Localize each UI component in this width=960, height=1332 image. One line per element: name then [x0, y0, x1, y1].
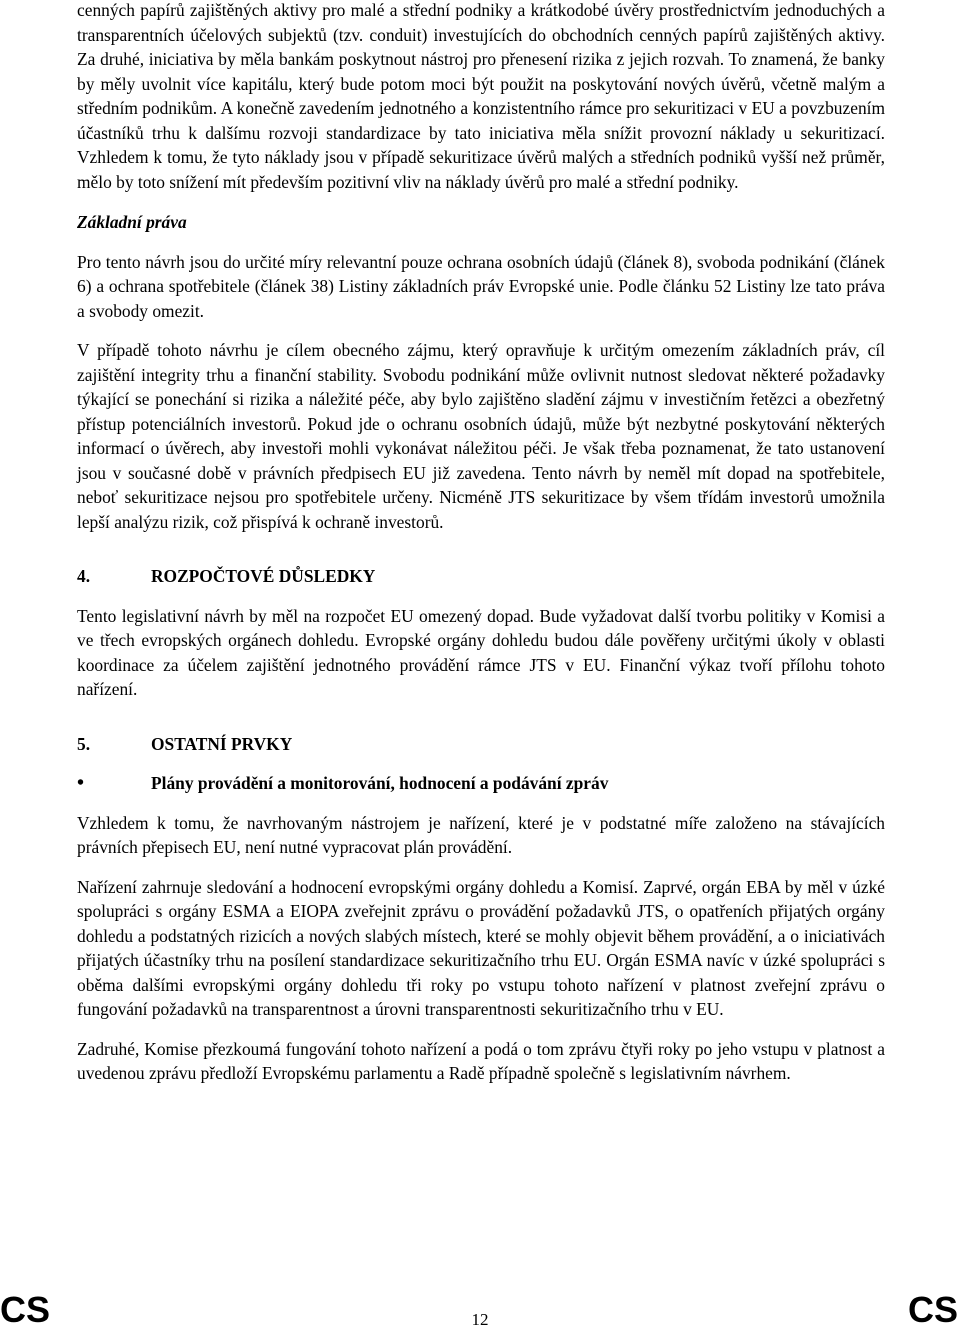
subheading-implementation-plans: [77, 771, 885, 796]
section-title: ROZPOČTOVÉ DŮSLEDKY: [151, 566, 376, 586]
bullet-icon: •: [77, 772, 85, 794]
paragraph-monitoring: Nařízení zahrnuje sledování a hodnocení evropskými orgány dohledu a Komisí. Zaprvé, orgán EBA by měl v úzké spolupráci s orgány ESMA a EIOPA zveřejnit zprávu o provádění požadavků JTS, o opatřeních přijatých orgány dohledu a podstatných rizicích a nových slabých místech, které se mohly objevit během provádění, a o iniciativách přijatých účastníky trhu na posílení standardizace sekuritizačního trhu EU. Orgán ESMA navíc v úzké spolupráci s oběma dalšími evropskými orgány dohledu tři roky po vstupu tohoto nařízení v platnost zveřejní zprávu o fungování požadavků na transparentnost a úrovni transparentnosti sekuritizačního trhu v EU.: [77, 876, 885, 1019]
section-number: 4.: [77, 566, 91, 586]
section-title: OSTATNÍ PRVKY: [151, 733, 293, 754]
section-heading-other: [77, 732, 885, 757]
subheading-text: Plány provádění a monitorování, hodnocení a podávání zpráv: [151, 773, 609, 793]
page-content: [77, 0, 885, 1101]
paragraph-budget-impact: Tento legislativní návrh by měl na rozpočet EU omezený dopad. Bude vyžadovat další tvorbu politiky v Komisi a ve třech evropských orgánech dohledu. Evropské orgány dohledu budou dále pověřeny určitými úkoly v oblasti koordinace za účelem zajištění jednotného provádění rámce JTS v EU. Finanční výkaz tvoří přílohu tohoto nařízení.: [77, 605, 885, 699]
page-number: 12: [471, 1310, 489, 1329]
footer-language-code-right: CS: [907, 1289, 958, 1330]
section-heading-budget: [77, 564, 885, 589]
paragraph-sme-benefits: cenných papírů zajištěných aktivy pro malé a střední podniky a krátkodobé úvěry prostřednictvím jednoduchých a transparentních účelových subjektů (tzv. conduit) investujících do obchodních cenných papírů zajištěných aktivy. Za druhé, iniciativa by měla bankám poskytnout nástroj pro přenesení rizika z jejich rozvah. To znamená, že banky by měly uvolnit více kapitálu, který bude potom moci být použit na poskytování nových úvěrů, včetně malým a středním podnikům. A konečně zavedením jednotného a konzistentního rámce pro sekuritizaci v EU a povzbuzením účastníků trhu k dalšímu rozvoji standardizace by tato iniciativa měla snížit provozní náklady u sekuritizací. Vzhledem k tomu, že tyto náklady jsou v případě sekuritizace úvěrů malých a středních podniků vyšší než průměr, mělo by toto snížení mít především pozitivní vliv na náklady úvěrů pro malé a střední podniky.: [77, 0, 885, 192]
paragraph-rights-relevance: Pro tento návrh jsou do určité míry relevantní pouze ochrana osobních údajů (článek 8), svoboda podnikání (článek 6) a ochrana spotřebitele (článek 38) Listiny základních práv Evropské unie. Podle článku 52 Listiny lze tato práva a svobody omezit.: [77, 251, 885, 321]
heading-fundamental-rights: Základní práva: [77, 212, 187, 232]
section-number: 5.: [77, 733, 91, 754]
paragraph-rights-limitations: V případě tohoto návrhu je cílem obecného zájmu, který opravňuje k určitým omezením základních práv, cíl zajištění integrity trhu a finanční stability. Svobodu podnikání může ovlivnit nutnost sledovat některé požadavky týkající se ponechání si rizika a náležité péče, aby bylo zajištěno sladění zájmu v investičním řetězci a obezřetný přístup potenciálních investorů. Pokud jde o ochranu osobních údajů, může být nezbytné poskytování některých informací o úvěrech, aby investoři mohli vykonávat náležitou péči. Je však třeba poznamenat, že tato ustanovení jsou v současné době v právních předpisech EU již zavedena. Tento návrh by neměl mít dopad na spotřebitele, neboť sekuritizace nejsou pro spotřebitele určeny. Nicméně JTS sekuritizace by všem třídám investorů umožnila lepší analýzu rizik, což přispívá k ochraně investorů.: [77, 340, 885, 532]
paragraph-review: Zadruhé, Komise přezkoumá fungování tohoto nařízení a podá o tom zprávu čtyři roky po jeho vstupu v platnost a uvedenou zprávu předloží Evropskému parlamentu a Radě případně společně s legislativním návrhem.: [77, 1038, 885, 1083]
paragraph-implementation-plan: Vzhledem k tomu, že navrhovaným nástrojem je nařízení, které je v podstatné míře založeno na stávajících právních přepisech EU, není nutné vypracovat plán provádění.: [77, 812, 885, 857]
footer-language-code-left: CS: [0, 1289, 51, 1330]
